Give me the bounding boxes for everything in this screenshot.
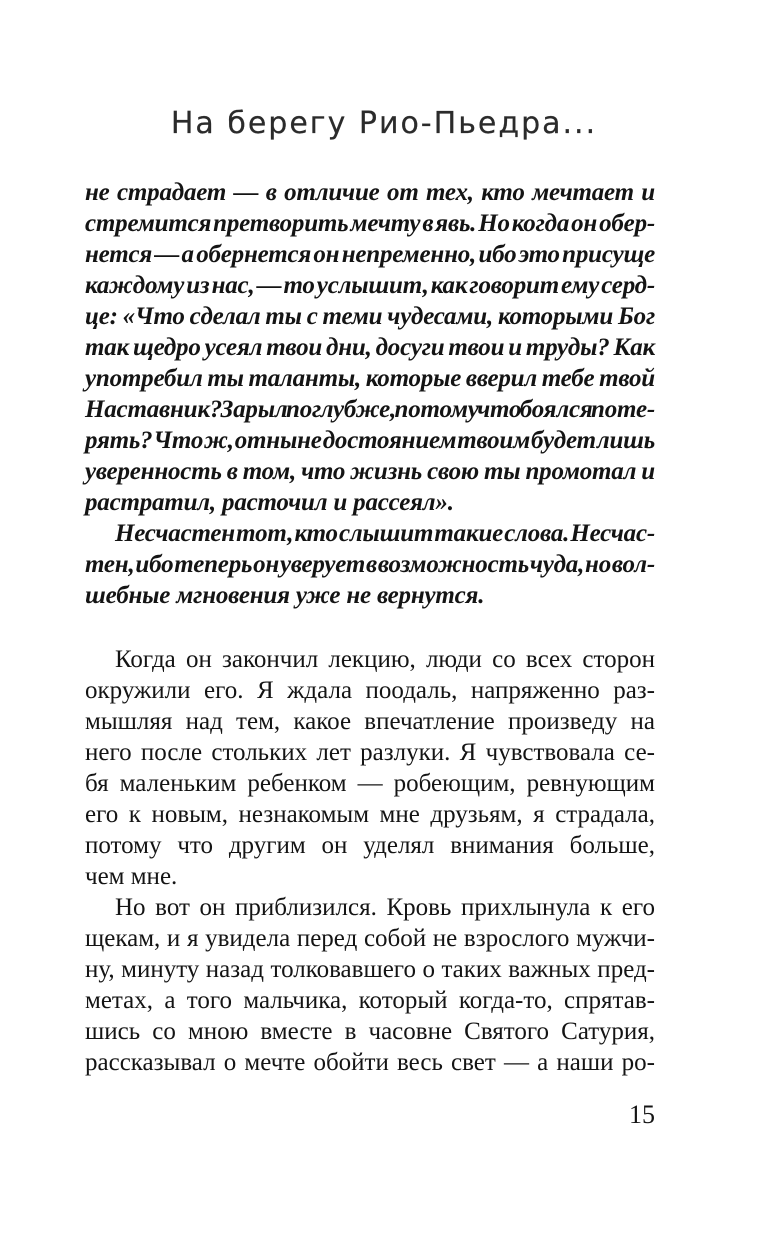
text-line-content: ну, минуту назад толковавшего о таких важных пред- — [85, 956, 655, 983]
body-text-block — [85, 644, 655, 1078]
text-line-content: уверенность в том, что жизнь свою ты промотал и — [85, 458, 655, 485]
text-line-content: шебные мгновения уже не вернутся. — [85, 582, 485, 609]
text-line — [85, 549, 655, 580]
text-line — [85, 768, 655, 799]
italic-quote-block — [85, 177, 655, 611]
running-header: На берегу Рио-Пьедра... — [170, 106, 598, 141]
page-number: 15 — [629, 1100, 655, 1129]
text-line-content: щекам, и я увидела перед собой не взрослого мужчи- — [85, 925, 655, 952]
text-line-content: тен, ибо теперь он уверует в возможность чуда, но вол- — [85, 551, 655, 578]
text-line — [85, 394, 655, 425]
text-line — [85, 644, 655, 675]
text-line-content: це: «Что сделал ты с теми чудесами, которыми Бог — [85, 303, 655, 330]
text-line — [85, 861, 655, 892]
text-line — [85, 706, 655, 737]
text-line-content: чем мне. — [85, 863, 178, 890]
text-line-content: Но вот он приблизился. Кровь прихлынула к его — [115, 894, 655, 921]
text-line-content: мышляя над тем, какое впечатление произведу на — [85, 708, 655, 735]
text-line-content: Когда он закончил лекцию, люди со всех сторон — [115, 646, 655, 673]
text-line — [85, 239, 655, 270]
text-line-content: Наставник? Зарыл поглубже, потому что боялся поте- — [85, 396, 655, 423]
text-line-content: бя маленьким ребенком — робеющим, ревнующим — [85, 770, 655, 797]
text-line — [85, 580, 655, 611]
text-line-content: каждому из нас, — то услышит, как говорит ему серд- — [85, 272, 655, 299]
text-line-content: окружили его. Я ждала поодаль, напряженно раз- — [85, 677, 655, 704]
text-line — [85, 487, 655, 518]
text-line-content: рассказывал о мечте обойти весь свет — а наши ро- — [85, 1049, 655, 1076]
text-line-content: стремится претворить мечту в явь. Но когда он обер- — [85, 210, 655, 237]
text-line — [85, 208, 655, 239]
text-line-content: растратил, расточил и рассеял». — [85, 489, 454, 516]
text-line-content: него после стольких лет разлуки. Я чувствовала се- — [85, 739, 655, 766]
text-line-content: не страдает — в отличие от тех, кто мечтает и — [85, 179, 655, 206]
text-line-content: рять? Что ж, отныне достоянием твоим будет лишь — [85, 427, 655, 454]
text-line — [85, 830, 655, 861]
text-line — [85, 456, 655, 487]
text-line — [85, 270, 655, 301]
text-line — [85, 1047, 655, 1078]
text-line-content: метах, а того мальчика, который когда-то, спрятав- — [85, 987, 655, 1014]
text-line — [85, 923, 655, 954]
text-line — [85, 892, 655, 923]
text-line — [85, 518, 655, 549]
text-line — [85, 1016, 655, 1047]
text-line — [85, 954, 655, 985]
text-line — [85, 737, 655, 768]
text-line — [85, 177, 655, 208]
text-line-content: нется — а обернется он непременно, ибо это присуще — [85, 241, 655, 268]
text-line — [85, 425, 655, 456]
text-line-content: его к новым, незнакомым мне друзьям, я страдала, — [85, 801, 655, 828]
text-line — [85, 301, 655, 332]
text-line — [85, 363, 655, 394]
text-line — [85, 332, 655, 363]
text-line-content: шись со мною вместе в часовне Святого Сатурия, — [85, 1018, 655, 1045]
text-line — [85, 985, 655, 1016]
text-line-content: так щедро усеял твои дни, досуги твои и труды? Как — [85, 334, 655, 361]
text-line-content: употребил ты таланты, которые вверил тебе твой — [85, 365, 655, 392]
text-line-content: Несчастен тот, кто слышит такие слова. Несчас- — [115, 520, 655, 547]
text-line-content: потому что другим он уделял внимания больше, — [85, 832, 655, 859]
text-line — [85, 675, 655, 706]
text-line — [85, 799, 655, 830]
